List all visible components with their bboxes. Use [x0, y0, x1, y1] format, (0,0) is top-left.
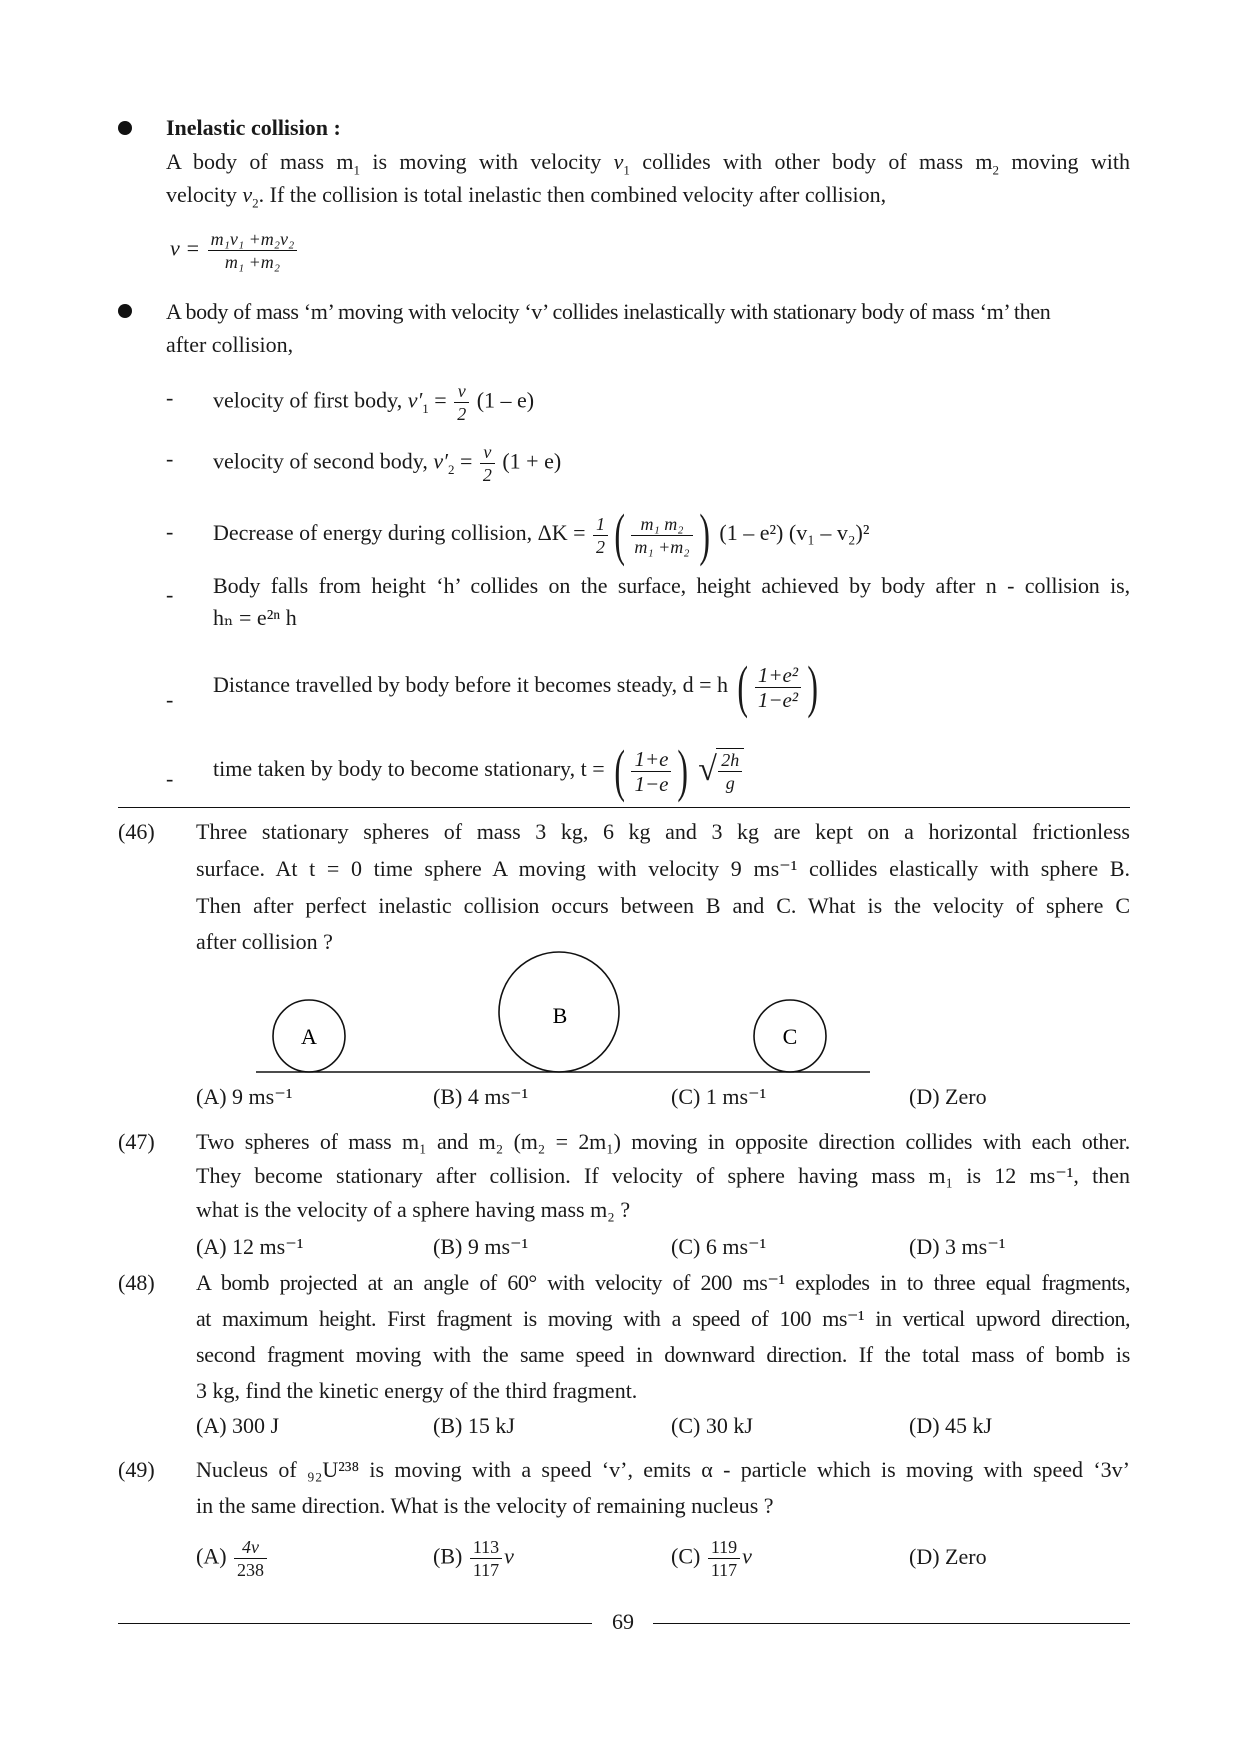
q47-line2: They become stationary after collision. If velocity of sphere having mass m₁ is 12 ms⁻¹, then — [196, 1163, 1130, 1188]
formula-combined-velocity — [170, 228, 299, 273]
text: Body falls from height ‘h’ collides on the surface, height achieved by body after n - collision is, — [213, 573, 1130, 598]
fraction — [708, 1536, 740, 1581]
text: . If the collision is total inelastic then combined velocity after collision, — [258, 182, 887, 207]
label-b: B — [552, 1003, 568, 1028]
q46-line4: after collision ? — [196, 929, 333, 954]
q49-option-a[interactable] — [196, 1536, 269, 1581]
sub: 2 — [992, 162, 999, 178]
denominator: 2 — [457, 404, 467, 424]
numerator: 4v — [234, 1536, 267, 1559]
fraction — [593, 513, 608, 558]
denominator: m₁ +m₂ — [224, 252, 281, 272]
option-label: (A) — [196, 1543, 227, 1569]
fraction — [470, 1536, 502, 1581]
footer-rule-right — [653, 1623, 1130, 1624]
paren-right: ) — [677, 738, 689, 803]
var: v — [504, 1543, 514, 1569]
denominator: m₁ +m₂ — [634, 536, 690, 557]
question-number: (48) — [118, 1270, 155, 1295]
radicand — [716, 748, 744, 794]
dash: - — [166, 519, 174, 544]
numerator: 119 — [708, 1536, 740, 1559]
denominator: 117 — [472, 1560, 500, 1580]
var: v — [742, 1543, 752, 1569]
numerator: v — [454, 380, 469, 403]
denominator: 1−e² — [757, 687, 799, 712]
q47-line1: Two spheres of mass m₁ and m₂ (m₂ = 2m₁) moving in opposite direction collides with each other. — [196, 1129, 1130, 1154]
q47-line3: what is the velocity of a sphere having mass m₂ ? — [196, 1197, 631, 1222]
fraction — [631, 747, 671, 796]
para2-line2: after collision, — [166, 332, 294, 357]
text: Decrease of energy during collision, ΔK = — [213, 520, 592, 546]
dash: - — [166, 385, 174, 410]
q48-option-a[interactable]: (A) 300 J — [196, 1413, 280, 1438]
fraction — [208, 228, 298, 273]
sub: 1 — [353, 162, 360, 178]
var: v — [242, 182, 253, 207]
denominator: 1−e — [634, 771, 669, 796]
label-a: A — [301, 1024, 317, 1049]
sub: 1 — [623, 162, 630, 178]
fraction — [755, 663, 801, 712]
q46-option-a[interactable]: (A) 9 ms⁻¹ — [196, 1084, 293, 1109]
text: Distance travelled by body before it becomes steady, d = h — [213, 672, 734, 698]
q48-line2: at maximum height. First fragment is moving with a speed of 100 ms⁻¹ in vertical upword direction, — [196, 1306, 1130, 1331]
q47-option-a[interactable]: (A) 12 ms⁻¹ — [196, 1234, 304, 1259]
dash: - — [166, 687, 174, 712]
q48-option-d[interactable]: (D) 45 kJ — [909, 1413, 993, 1438]
sub: 2 — [447, 461, 455, 477]
fraction — [234, 1536, 267, 1581]
question-number: (47) — [118, 1129, 155, 1154]
numerator: 1+e² — [755, 663, 801, 688]
page-number: 69 — [612, 1609, 634, 1634]
item-second-body-velocity — [213, 441, 561, 487]
paren-left: ( — [737, 654, 749, 719]
sub: 2 — [252, 195, 259, 211]
square-root — [698, 748, 744, 794]
text: velocity — [166, 182, 243, 207]
q46-option-c[interactable]: (C) 1 ms⁻¹ — [671, 1084, 767, 1109]
text: collides with other body of mass m — [629, 149, 993, 174]
para1-line2 — [166, 178, 1130, 220]
item-energy-decrease — [213, 502, 870, 567]
dash: - — [166, 446, 174, 471]
numerator: 1 — [593, 513, 608, 536]
denominator: 117 — [710, 1560, 738, 1580]
bullet — [118, 121, 132, 135]
numerator: m₁v₁ +m₂v₂ — [208, 228, 298, 251]
denominator: g — [725, 773, 735, 793]
q48-line1: A bomb projected at an angle of 60° with velocity of 200 ms⁻¹ explodes in to three equal fragments, — [196, 1270, 1130, 1295]
text: moving with — [998, 149, 1130, 174]
q47-option-c[interactable]: (C) 6 ms⁻¹ — [671, 1234, 767, 1259]
dash: - — [166, 582, 174, 607]
item-time-to-stationary — [213, 738, 744, 803]
denominator: 238 — [237, 1560, 265, 1580]
sub: 1 — [422, 400, 429, 416]
eq: = — [428, 387, 453, 413]
q49-option-b[interactable] — [433, 1536, 514, 1581]
section-divider — [118, 807, 1130, 808]
paren-right: ) — [807, 654, 819, 719]
numerator: 2h — [718, 749, 742, 772]
q46-line1: Three stationary spheres of mass 3 kg, 6 kg and 3 kg are kept on a horizontal frictionless — [196, 819, 1130, 844]
q47-option-b[interactable]: (B) 9 ms⁻¹ — [433, 1234, 529, 1259]
label-c: C — [782, 1024, 798, 1049]
text: is moving with velocity — [360, 149, 614, 174]
fraction — [480, 441, 495, 486]
item-height-after-collision — [213, 569, 1130, 635]
var: v′ — [407, 387, 423, 413]
text: velocity of first body, — [213, 387, 408, 413]
q46-line2: surface. At t = 0 time sphere A moving with velocity 9 ms⁻¹ collides elastically with sphere B. — [196, 856, 1130, 881]
dash: - — [166, 766, 174, 791]
eq: = — [454, 448, 478, 474]
q48-line3: second fragment moving with the same speed in downward direction. If the total mass of bomb is — [196, 1342, 1130, 1367]
q49-line2: in the same direction. What is the velocity of remaining nucleus ? — [196, 1493, 774, 1518]
q48-option-c[interactable]: (C) 30 kJ — [671, 1413, 753, 1438]
q48-line4: 3 kg, find the kinetic energy of the third fragment. — [196, 1378, 638, 1403]
text: hₙ = e²ⁿ h — [213, 605, 297, 630]
bullet — [118, 304, 132, 318]
item-distance-before-steady — [213, 654, 822, 719]
fraction — [631, 513, 692, 558]
fraction — [454, 380, 469, 425]
numerator: m₁ m₂ — [631, 513, 692, 536]
text: time taken by body to become stationary, t = — [213, 756, 611, 782]
numerator: 1+e — [631, 747, 671, 772]
option-label: (B) — [433, 1543, 463, 1569]
q49-line1: Nucleus of ₉₂U²³⁸ is moving with a speed ‘v’, emits α - particle which is moving with speed ‘3v’ — [196, 1457, 1130, 1482]
text: (1 + e) — [496, 448, 562, 474]
spheres-diagram — [250, 945, 880, 1075]
paren-right: ) — [698, 502, 710, 567]
q49-option-d[interactable]: (D) Zero — [909, 1544, 987, 1569]
var: v′ — [433, 448, 448, 474]
para2-line1: A body of mass ‘m’ moving with velocity ‘v’ collides inelastically with stationary body of mass ‘m’ then — [166, 299, 1051, 324]
fraction — [718, 749, 742, 794]
option-label: (C) — [671, 1543, 701, 1569]
var: v — [613, 149, 624, 174]
q49-option-c[interactable] — [671, 1536, 752, 1581]
q46-option-b[interactable]: (B) 4 ms⁻¹ — [433, 1084, 529, 1109]
denominator: 2 — [596, 536, 606, 557]
item-first-body-velocity — [213, 380, 534, 426]
q46-option-d[interactable]: (D) Zero — [909, 1084, 987, 1109]
text: A body of mass m — [166, 149, 354, 174]
text: (1 – e) — [471, 387, 535, 413]
paren-left: ( — [614, 502, 626, 567]
q47-option-d[interactable]: (D) 3 ms⁻¹ — [909, 1234, 1006, 1259]
paren-left: ( — [614, 738, 626, 803]
question-number: (49) — [118, 1457, 155, 1482]
lhs: v = — [170, 235, 201, 261]
radical-sign: √ — [698, 751, 717, 788]
text: (1 – e²) (v₁ – v₂)² — [713, 520, 870, 546]
section-heading: Inelastic collision : — [166, 115, 341, 140]
text: velocity of second body, — [213, 448, 434, 474]
q48-option-b[interactable]: (B) 15 kJ — [433, 1413, 515, 1438]
numerator: 113 — [470, 1536, 502, 1559]
denominator: 2 — [482, 465, 492, 485]
question-number: (46) — [118, 819, 155, 844]
q46-line3: Then after perfect inelastic collision occurs between B and C. What is the velocity of sphere C — [196, 893, 1130, 918]
numerator: v — [480, 441, 495, 464]
footer-rule-left — [118, 1623, 592, 1624]
